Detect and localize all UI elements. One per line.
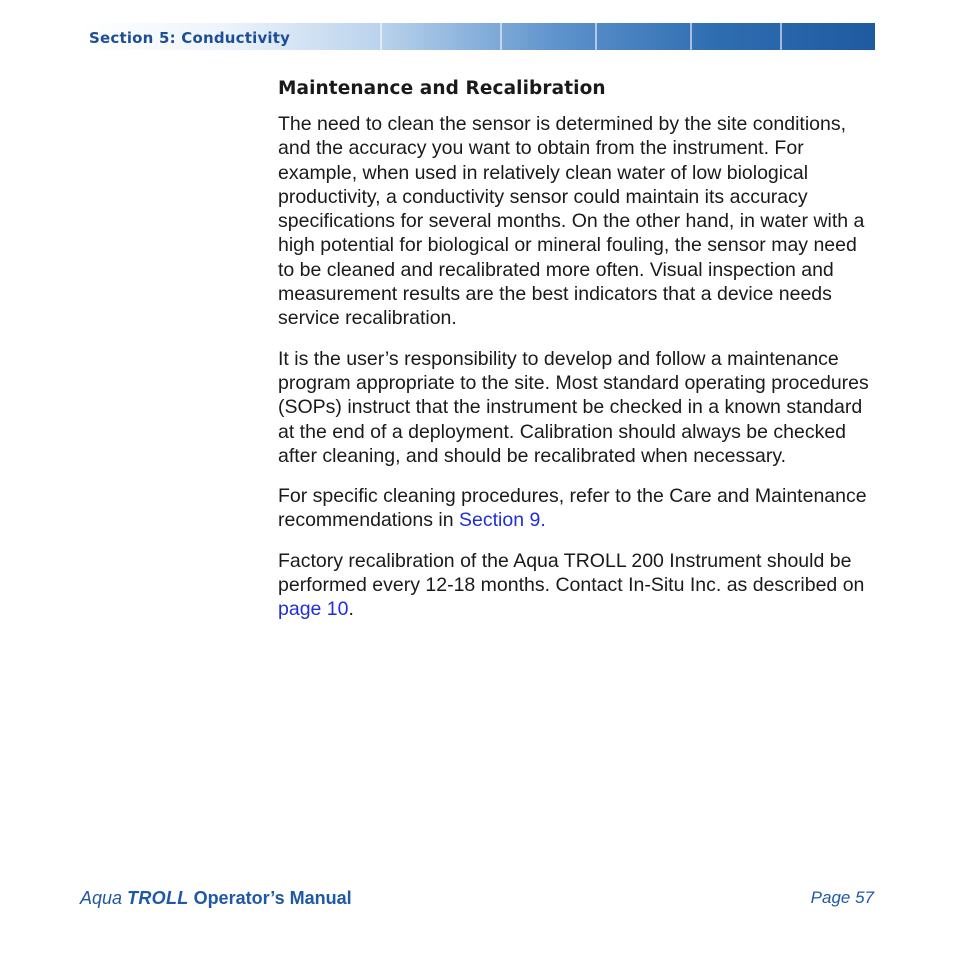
paragraph-text: . — [348, 598, 354, 621]
manual-title-troll: TROLL — [127, 888, 189, 908]
body-paragraph — [278, 549, 878, 622]
section-header-band — [80, 23, 875, 50]
header-decoration — [380, 23, 382, 50]
paragraph-text: For specific cleaning procedures, refer to the Care and Maintenance recommendations in — [278, 485, 867, 532]
page-number: Page 57 — [810, 888, 874, 907]
body-paragraph: The need to clean the sensor is determined by the site conditions, and the accuracy you want to obtain from the instrument. For example, when used in relatively clean water of low biological productivity, a conductivity sensor could maintain its accuracy specifications for several months. On the other hand, in water with a high potential for biological or mineral fouling, the sensor may need to be cleaned and recalibrated more often. Visual inspection and measurement results are the best indicators that a device needs service recalibration. — [278, 113, 865, 330]
header-decoration — [690, 23, 692, 50]
header-decoration — [500, 23, 502, 50]
manual-title — [80, 888, 352, 909]
manual-title-rest: Operator’s Manual — [188, 888, 352, 908]
main-content — [278, 76, 878, 638]
page-10-link[interactable]: page 10 — [278, 598, 349, 621]
section-title: Section 5: Conductivity — [89, 29, 291, 47]
header-decoration — [595, 23, 597, 50]
section-9-link[interactable]: Section 9. — [459, 509, 546, 532]
body-paragraph — [278, 484, 878, 533]
manual-title-aqua: Aqua — [80, 888, 123, 908]
header-decoration — [780, 23, 782, 50]
body-paragraph: It is the user’s responsibility to develop and follow a maintenance program appropriate to the site. Most standard operating procedures (SOPs) instruct that the instrument be checked in a known standard at the end of a deployment. Calibration should always be checked after cleaning, and should be recalibrated when necessary. — [278, 347, 869, 467]
page-heading: Maintenance and Recalibration — [278, 78, 606, 99]
paragraph-text: Factory recalibration of the Aqua TROLL 200 Instrument should be performed every 12-18 months. Contact In-Situ Inc. as described on — [278, 549, 865, 597]
